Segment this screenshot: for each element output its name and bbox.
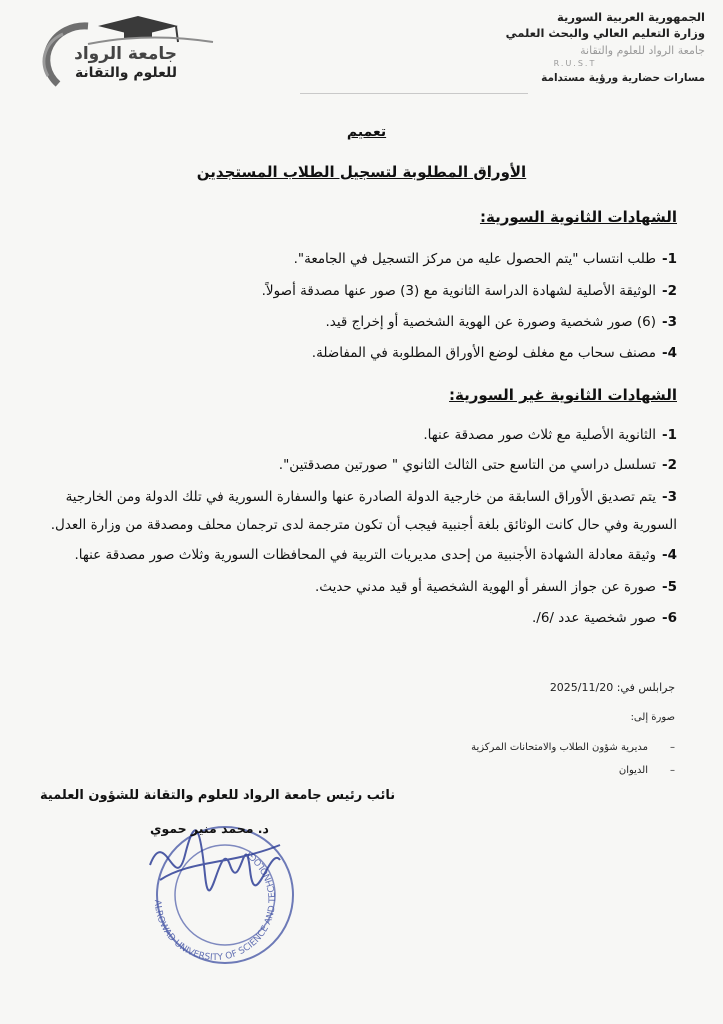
- list-item: [40, 483, 677, 539]
- logo-line1: جامعة الرواد: [74, 44, 177, 64]
- memo-heading: [0, 121, 723, 140]
- seal-text: ALROWAD UNIVERSITY OF SCIENCE AND TECHNOLOGY: [151, 847, 279, 964]
- university-name: جامعة الرواد للعلوم والتقانة: [580, 44, 705, 57]
- item-number: 3-: [661, 489, 677, 505]
- header-divider: [300, 93, 528, 94]
- date-line: جرابلس في: 2025/11/20: [549, 681, 675, 694]
- document-title: [0, 162, 723, 181]
- country-name: الجمهورية العربية السورية: [557, 10, 705, 24]
- copies-label: صورة إلى:: [630, 712, 675, 723]
- item-text: تسلسل دراسي من التاسع حتى الثالث الثانوي " صورتين مصدقتين".: [278, 457, 656, 473]
- section-heading-syrian: الشهادات الثانوية السورية:: [479, 208, 677, 226]
- item-text: (6) صور شخصية وصورة عن الهوية الشخصية أو إخراج قيد.: [325, 314, 656, 330]
- item-number: 3-: [661, 314, 677, 330]
- logo-text: [65, 44, 177, 82]
- item-text: صور شخصية عدد /6/.: [531, 610, 656, 626]
- list-item: [294, 251, 677, 267]
- list-item: [312, 345, 677, 361]
- university-slogan: مسارات حضارية ورؤية مستدامة: [541, 72, 705, 84]
- item-number: 4-: [661, 345, 677, 361]
- item-text: يتم تصديق الأوراق السابقة من خارجية الدولة الصادرة عنها والسفارة السورية في تلك الدولة ومن الخارجية السورية وفي حال كانت الوثائق بلغة أجنبية فيجب أن تكون مترجمة لدى ترجمان محلف ومصدقة من وزارة العدل.: [50, 489, 677, 533]
- svg-text:ALROWAD UNIVERSITY OF SCIENCE: [152, 847, 278, 963]
- list-item: [315, 579, 677, 595]
- university-abbr: R.U.S.T: [553, 59, 597, 68]
- copy-item: [619, 765, 675, 776]
- copy-text: مديرية شؤون الطلاب والامتحانات المركزية: [471, 742, 648, 753]
- item-number: 1-: [661, 251, 677, 267]
- item-number: 2-: [661, 457, 677, 473]
- item-number: 4-: [661, 547, 677, 563]
- copy-text: الديوان: [618, 765, 648, 776]
- list-item: [262, 283, 677, 299]
- item-number: 2-: [661, 283, 677, 299]
- section-heading-non-syrian: الشهادات الثانوية غير السورية:: [449, 386, 677, 404]
- item-text: وثيقة معادلة الشهادة الأجنبية من إحدى مديريات التربية في المحافظات السورية وثلاث صور مصدقة عنها.: [74, 547, 656, 563]
- item-text: صورة عن جواز السفر أو الهوية الشخصية أو قيد مدني حديث.: [315, 579, 656, 595]
- logo-line2: للعلوم والتقانة: [74, 65, 177, 81]
- ministry-name: وزارة التعليم العالي والبحث العلمي: [505, 26, 705, 40]
- item-number: 5-: [661, 579, 677, 595]
- item-text: الوثيقة الأصلية لشهادة الدراسة الثانوية مع (3) صور عنها مصدقة أصولاً.: [261, 283, 656, 299]
- item-text: الثانوية الأصلية مع ثلاث صور مصدقة عنها.: [423, 427, 656, 443]
- list-item: [279, 457, 677, 473]
- memo-label: تعميم: [346, 124, 387, 140]
- title-text: الأوراق المطلوبة لتسجيل الطلاب المستجدين: [196, 163, 527, 181]
- copy-item: [471, 742, 675, 753]
- item-text: طلب انتساب "يتم الحصول عليه من مركز التسجيل في الجامعة".: [293, 251, 656, 267]
- list-item: [325, 314, 677, 330]
- copy-bullet: –: [670, 765, 675, 776]
- item-number: 6-: [661, 610, 677, 626]
- item-number: 1-: [661, 427, 677, 443]
- letterhead: [455, 10, 705, 84]
- signatory-title: نائب رئيس جامعة الرواد للعلوم والتقانة للشؤون العلمية: [40, 788, 396, 803]
- signatory-name: د. محمد منير حموي: [150, 821, 269, 836]
- item-text: مصنف سحاب مع مغلف لوضع الأوراق المطلوبة في المفاضلة.: [311, 345, 656, 361]
- list-item: [423, 427, 677, 443]
- list-item: [74, 547, 677, 563]
- list-item: [532, 610, 677, 626]
- copy-bullet: –: [670, 742, 675, 753]
